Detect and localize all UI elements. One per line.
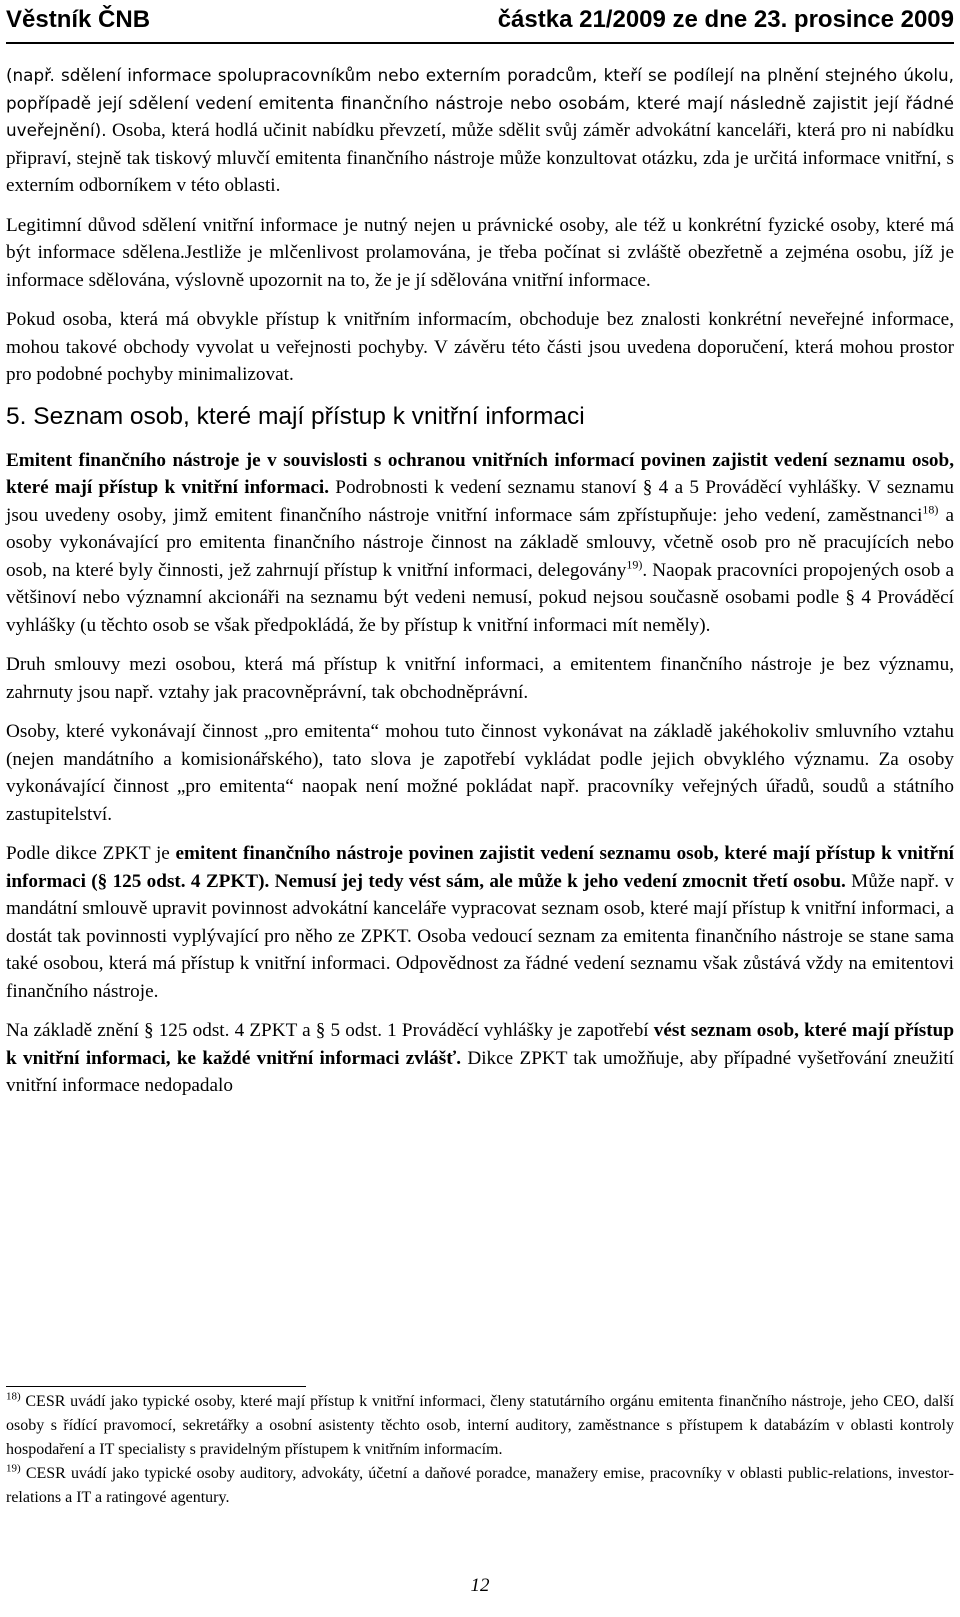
footnote-text: CESR uvádí jako typické osoby auditory, advokáty, účetní a daňové poradce, manažery emise, pracovníky v oblasti public-relations, investor-relations a IT a ratingové agentury. [6,1465,954,1506]
paragraph: Druh smlouvy mezi osobou, která má přístup k vnitřní informaci, a emitentem finančního nástroje je bez významu, zahrnuty jsou např. vztahy jak pracovněprávní, tak obchodněprávní. [6,654,954,703]
paragraph-text: Podle dikce ZPKT je [6,843,176,864]
footnotes [6,1390,954,1510]
page-number: 12 [470,1575,490,1596]
paragraph-text: Osoba, která hodlá učinit nabídku převzetí, může sdělit svůj záměr advokátní kanceláři, která pro ni nabídku připraví, stejně tak tiskový mluvčí emitenta finančního nástroje může konzultovat otázku, zda je určitá informace vnitřní, s externím odborníkem v této oblasti. [6,120,955,196]
paragraph-text: Na základě znění § 125 odst. 4 ZPKT a § 5 odst. 1 Prováděcí vyhlášky je zapotřebí [6,1020,654,1041]
paragraph: Pokud osoba, která má obvykle přístup k vnitřním informacím, obchoduje bez znalosti konkrétní neveřejné informace, mohou takové obchody vyvolat u veřejnosti pochyby. V závěru této části jsou uvedena doporučení, která mohou prostor pro podobné pochyby minimalizovat. [6,309,954,385]
journal-title: Věstník ČNB [6,6,151,33]
paragraph-text: Podrobnosti k vedení seznamu stanoví § 4 a 5 Prováděcí vyhlášky. V seznamu jsou uvedeny osoby, jimž emitent finančního nástroje vnitřní informace sám zpřístupňuje: jeho vedení, zaměstnanci [6,477,954,526]
paragraph-text: Může např. v mandátní smlouvě upravit povinnost advokátní kanceláře vypracovat seznam osob, které mají přístup k vnitřní informaci, a dostát tak povinnosti vyplývající pro něho ze ZPKT. Osoba vedoucí seznam za emitenta finančního nástroje se stane sama také osobou, která má přístup k vnitřní informaci. Odpovědnost za řádné vedení seznamu však zůstává vždy na emitentovi finančního nástroje. [6,870,954,1002]
bold-text: vést seznam osob, které mají přístup k vnitřní informaci, ke každé vnitřní informaci zvlášť. [6,1020,954,1069]
footnote-text: CESR uvádí jako typické osoby, které mají přístup k vnitřní informaci, členy statutárního orgánu emitenta finančního nástroje, jeho CEO, další osoby s řídící pravomocí, sekretářky a osobní asistenty těchto osob, interní auditory, zaměstnance s přístupem k databázím v oblasti kontroly hospodaření a IT specialisty s pravidelným přístupem k vnitřním informacím. [6,1393,954,1458]
footnote-divider [6,1386,306,1387]
paragraph [6,1017,954,1100]
paragraph [6,62,954,200]
paragraph: Legitimní důvod sdělení vnitřní informace je nutný nejen u právnické osoby, ale též u konkrétní fyzické osoby, které má být informace sdělena.Jestliže je mlčenlivost prolamována, je třeba počínat si zvláště obezřetně a zejména osobu, jíž je informace sdělována, výslovně upozornit na to, že je jí sdělována vnitřní informace. [6,214,954,291]
page-header [6,2,954,44]
paragraph [6,447,954,640]
section-heading: 5. Seznam osob, které mají přístup k vnitřní informaci [6,402,585,430]
body-text [6,62,954,1112]
bold-text: Emitent finančního nástroje je v souvislosti s ochranou vnitřních informací povinen zajistit vedení seznamu osob, které mají přístup k vnitřní informaci. [6,449,954,498]
paragraph [6,840,954,1005]
footnote [6,1390,954,1462]
footnote-number: 19) [6,1462,21,1475]
footnote-ref: 18) [922,502,939,517]
paragraph-text: a osoby vykonávající pro emitenta finančního nástroje činnost na základě smlouvy, včetně osob pro ně pracujících nebo osob, na které byly činnosti, jež zahrnují přístup k vnitřní informaci, delegovány [6,504,954,581]
footnote-ref: 19) [626,557,643,572]
paragraph-text-sans: (např. sdělení informace spolupracovníkům nebo externím poradcům, kteří se podílejí na plnění stejného úkolu, popřípadě její sdělení vedení emitenta finančního nástroje nebo osobám, které mají následně zajistit její řádné uveřejnění). [6,65,954,140]
paragraph-text: Dikce ZPKT tak umožňuje, aby případné vyšetřování zneužití vnitřní informace nedopadalo [6,1047,955,1096]
issue-info: částka 21/2009 ze dne 23. prosince 2009 [497,6,954,33]
bold-text: emitent finančního nástroje povinen zajistit vedení seznamu osob, které mají přístup k vnitřní informaci (§ 125 odst. 4 ZPKT). Nemusí jej tedy vést sám, ale může k jeho vedení zmocnit třetí osobu. [6,843,954,892]
footnote [6,1462,954,1510]
paragraph: Osoby, které vykonávají činnost „pro emitenta“ mohou tuto činnost vykonávat na základě jakéhokoliv smluvního vztahu (nejen mandátního a komisionářského), tato slova je zapotřebí vykládat podle jejich obvyklého významu. Za osoby vykonávající činnost „pro emitenta“ naopak není možné pokládat např. pracovníky veřejných úřadů, soudů a státního zastupitelství. [6,721,954,825]
footnote-number: 18) [6,1390,21,1403]
paragraph-text: . Naopak pracovníci propojených osob a většinoví nebo významní akcionáři na seznamu být vedeni nemusí, pokud nejsou současně osobami podle § 4 Prováděcí vyhlášky (u těchto osob se však předpokládá, že by přístup k vnitřní informaci mít neměly). [6,559,954,636]
